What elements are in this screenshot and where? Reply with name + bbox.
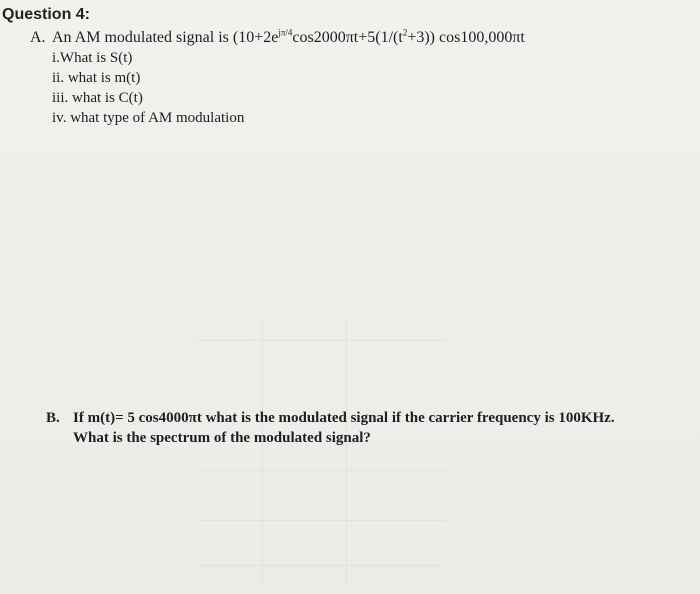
question-heading: Question 4: [2,6,91,23]
bleed-through-line [262,318,263,588]
part-a-square: 2 [402,27,408,38]
part-a-item: ii. what is m(t) [52,70,141,86]
part-a-label: A. [30,29,46,46]
part-a-item: i.What is S(t) [52,50,133,66]
bleed-through-line [346,318,347,588]
part-a-exponent: jπ/4 [278,27,293,38]
part-b [46,408,686,448]
bleed-through-line [196,520,446,521]
part-a-stem-end: +3)) cos100,000πt [407,29,525,46]
part-b-label: B. [46,410,60,426]
part-a-item: iv. what type of AM modulation [52,110,245,126]
part-b-line-1 [46,408,686,428]
part-a-stem [30,28,690,48]
part-b-text-1: If m(t)= 5 cos4000πt what is the modulated signal if the carrier frequency is 100KHz. [73,410,615,426]
part-a-item: iii. what is C(t) [52,90,143,106]
bleed-through-line [196,340,446,341]
part-a [30,28,690,128]
part-a-stem-middle: cos2000πt+5(1/(t [292,29,403,46]
part-b-line-2: What is the spectrum of the modulated signal? [73,430,371,446]
part-a-stem-start: An AM modulated signal is (10+2e [52,29,279,46]
bleed-through-line [196,470,446,471]
bleed-through-line [196,565,446,566]
